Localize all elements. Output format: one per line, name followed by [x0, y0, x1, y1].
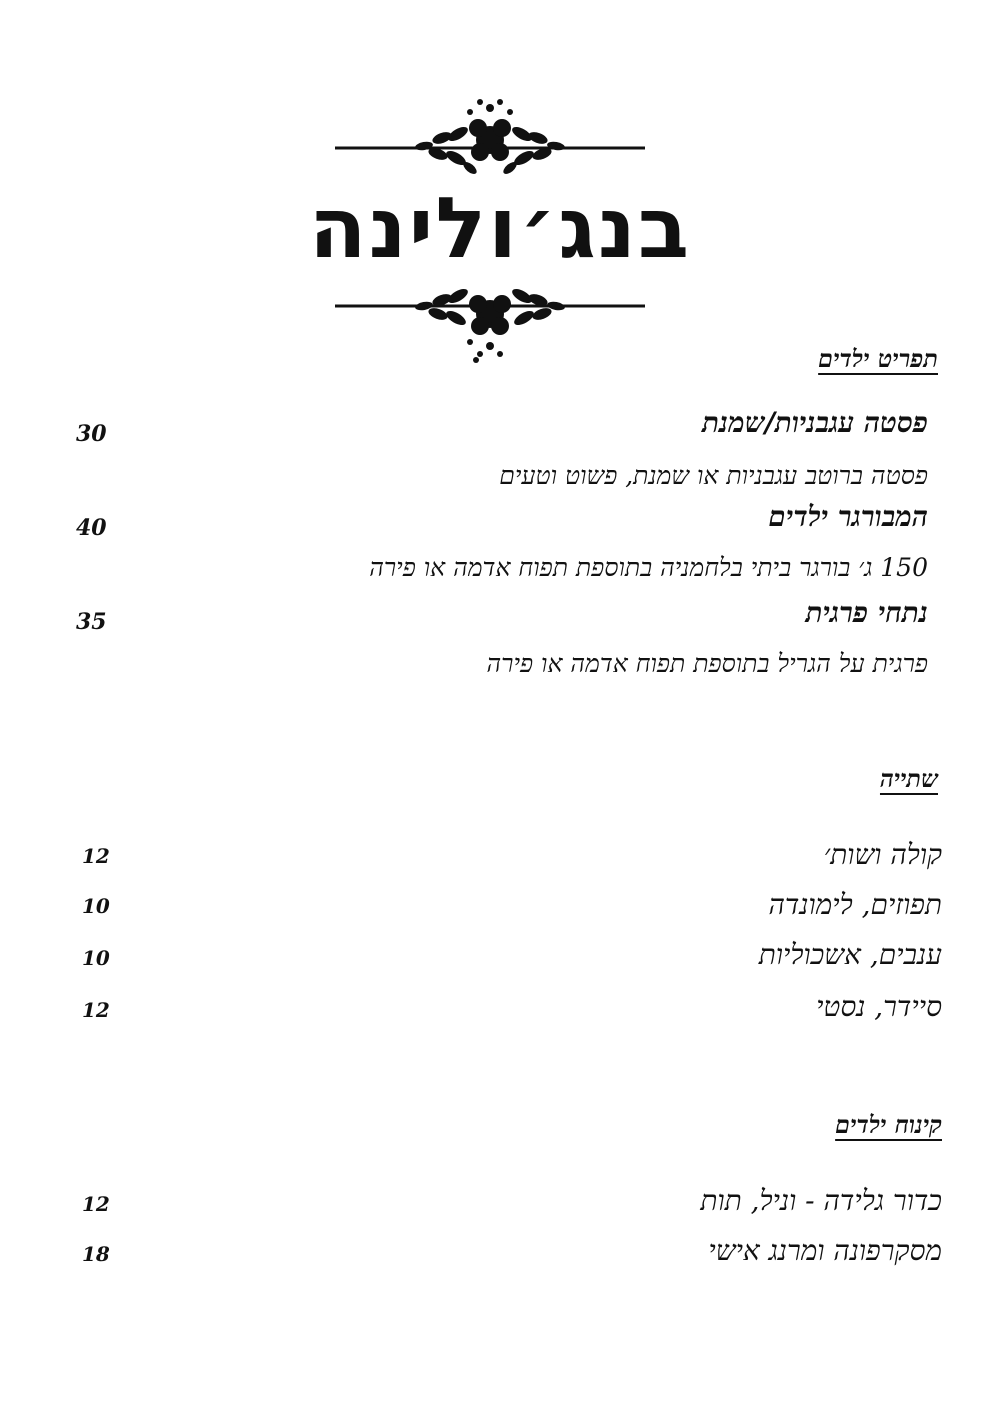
- section-heading-kids-dessert: קינוח ילדים: [835, 1110, 942, 1139]
- drink-item-price: 10: [82, 894, 110, 918]
- drink-item-price: 10: [82, 946, 110, 970]
- menu-item-description: פסטה ברוטב עגבניות או שמנת, פשוט וטעים: [499, 461, 928, 490]
- menu-item-price: 35: [76, 609, 107, 635]
- menu-item-description: פרגית על הגריל בתוספת תפוח אדמה או פירה: [486, 649, 928, 678]
- menu-item-description: 150 ג׳ בורגר ביתי בלחמניה בתוספת תפוח אדמה או פירה: [369, 553, 928, 582]
- section-heading-kids-menu: תפריט ילדים: [818, 344, 938, 373]
- floral-divider-top-icon: [330, 92, 650, 182]
- drink-item-name: סיידר, נסטי: [816, 990, 942, 1023]
- menu-item-name: נתחי פרגית: [805, 596, 928, 629]
- menu-item-name: פסטה עגבניות/שמנת: [701, 406, 928, 439]
- drink-item-price: 12: [82, 844, 110, 868]
- dessert-item-price: 12: [82, 1192, 110, 1216]
- dessert-item-price: 18: [82, 1242, 110, 1266]
- restaurant-title: בנג׳ולינה: [308, 179, 692, 277]
- menu-item-name: המבורגר ילדים: [768, 500, 928, 533]
- drink-item-name: תפוזים, לימונדה: [768, 888, 942, 921]
- menu-item-price: 30: [76, 421, 107, 447]
- floral-divider-bottom-icon: [330, 278, 650, 368]
- dessert-item-name: מסקרפונה ומרנג אישי: [708, 1234, 942, 1267]
- dessert-item-name: כדור גלידה - וניל, תות: [700, 1184, 942, 1217]
- section-heading-drinks: שתייה: [879, 764, 938, 793]
- drink-item-name: ענבים, אשכוליות: [758, 938, 942, 971]
- drink-item-name: קולה ושות׳: [823, 838, 942, 871]
- drink-item-price: 12: [82, 998, 110, 1022]
- menu-item-price: 40: [76, 515, 107, 541]
